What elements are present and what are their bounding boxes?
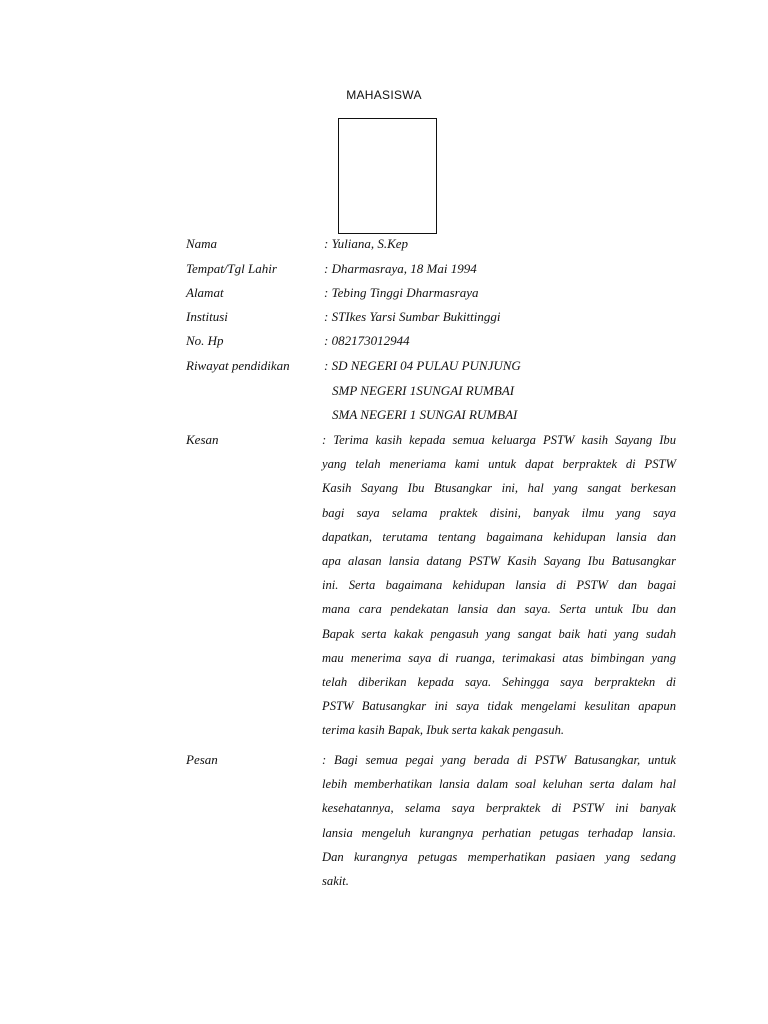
paragraph-line: lansia mengeluh kurangnya perhatian petugas terhadap lansia. bbox=[322, 825, 676, 840]
paragraph-line: : Terima kasih kepada semua keluarga PSTW kasih Sayang Ibu bbox=[322, 433, 676, 447]
field-label: Riwayat pendidikan bbox=[186, 358, 290, 373]
education-item: SMP NEGERI 1SUNGAI RUMBAI bbox=[332, 383, 515, 398]
paragraph-line: mau menerima saya di ruanga, terimakasi atas bimbingan yang bbox=[322, 650, 676, 665]
field-label: Tempat/Tgl Lahir bbox=[186, 261, 277, 276]
photo-placeholder bbox=[338, 118, 437, 234]
field-label: Institusi bbox=[186, 309, 228, 324]
paragraph-line: dapatkan, terutama tentang bagaimana kehidupan lansia dan bbox=[322, 529, 676, 544]
field-value: : Yuliana, S.Kep bbox=[324, 236, 409, 251]
field-alamat bbox=[0, 281, 768, 305]
paragraph-line: PSTW Batusangkar ini saya tidak mengelami kesulitan apapun bbox=[322, 699, 676, 714]
paragraph-line: mana cara pendekatan lansia dan saya. Serta untuk Ibu dan bbox=[322, 602, 676, 617]
paragraph-line: yang telah meneriama kami untuk dapat berpraktek di PSTW bbox=[322, 457, 676, 472]
paragraph-line: telah diberikan kepada saya. Sehingga saya berpraktekn di bbox=[322, 674, 676, 689]
field-value: : Tebing Tinggi Dharmasraya bbox=[324, 285, 479, 300]
paragraph-line: lebih memberhatikan lansia dalam soal keluhan serta dalam hal bbox=[322, 777, 676, 792]
paragraph-line: terima kasih Bapak, Ibuk serta kakak pengasuh. bbox=[322, 723, 565, 738]
kesan-paragraph bbox=[322, 428, 676, 742]
field-nama bbox=[0, 232, 768, 256]
paragraph-line: apa alasan lansia datang PSTW Kasih Sayang Ibu Batusangkar bbox=[322, 553, 676, 568]
field-no-hp bbox=[0, 329, 768, 353]
education-item: : SD NEGERI 04 PULAU PUNJUNG bbox=[324, 358, 521, 373]
page-title: MAHASISWA bbox=[346, 88, 422, 102]
paragraph-line: ini. Serta bagaimana kehidupan lansia di PSTW dan bagai bbox=[322, 578, 676, 593]
field-tempat-tgl-lahir bbox=[0, 257, 768, 281]
field-institusi bbox=[0, 305, 768, 329]
field-label: Alamat bbox=[186, 285, 224, 300]
paragraph-line: kesehatannya, selama saya berpraktek di PSTW ini banyak bbox=[322, 801, 676, 816]
education-item: SMA NEGERI 1 SUNGAI RUMBAI bbox=[332, 407, 518, 422]
paragraph-line: Dan kurangnya petugas memperhatikan pasiaen yang sedang bbox=[322, 849, 676, 864]
paragraph-line: sakit. bbox=[322, 873, 349, 888]
paragraph-line: Bapak serta kakak pengasuh yang sangat baik hati yang sudah bbox=[322, 626, 676, 641]
paragraph-line: Kasih Sayang Ibu Btusangkar ini, hal yang sangat berkesan bbox=[322, 481, 676, 496]
pesan-label: Pesan bbox=[186, 752, 218, 767]
paragraph-line: : Bagi semua pegai yang berada di PSTW Batusangkar, untuk bbox=[322, 753, 676, 767]
field-riwayat-pendidikan bbox=[0, 354, 768, 378]
field-value: : STIkes Yarsi Sumbar Bukittinggi bbox=[324, 309, 501, 324]
paragraph-line: bagi saya selama praktek disini, banyak ilmu yang saya bbox=[322, 505, 676, 520]
field-label: No. Hp bbox=[186, 333, 224, 348]
kesan-label: Kesan bbox=[186, 432, 219, 447]
field-value: : 082173012944 bbox=[324, 333, 410, 348]
pesan-paragraph bbox=[322, 748, 676, 893]
field-label: Nama bbox=[186, 236, 218, 251]
field-value: : Dharmasraya, 18 Mai 1994 bbox=[324, 261, 477, 276]
